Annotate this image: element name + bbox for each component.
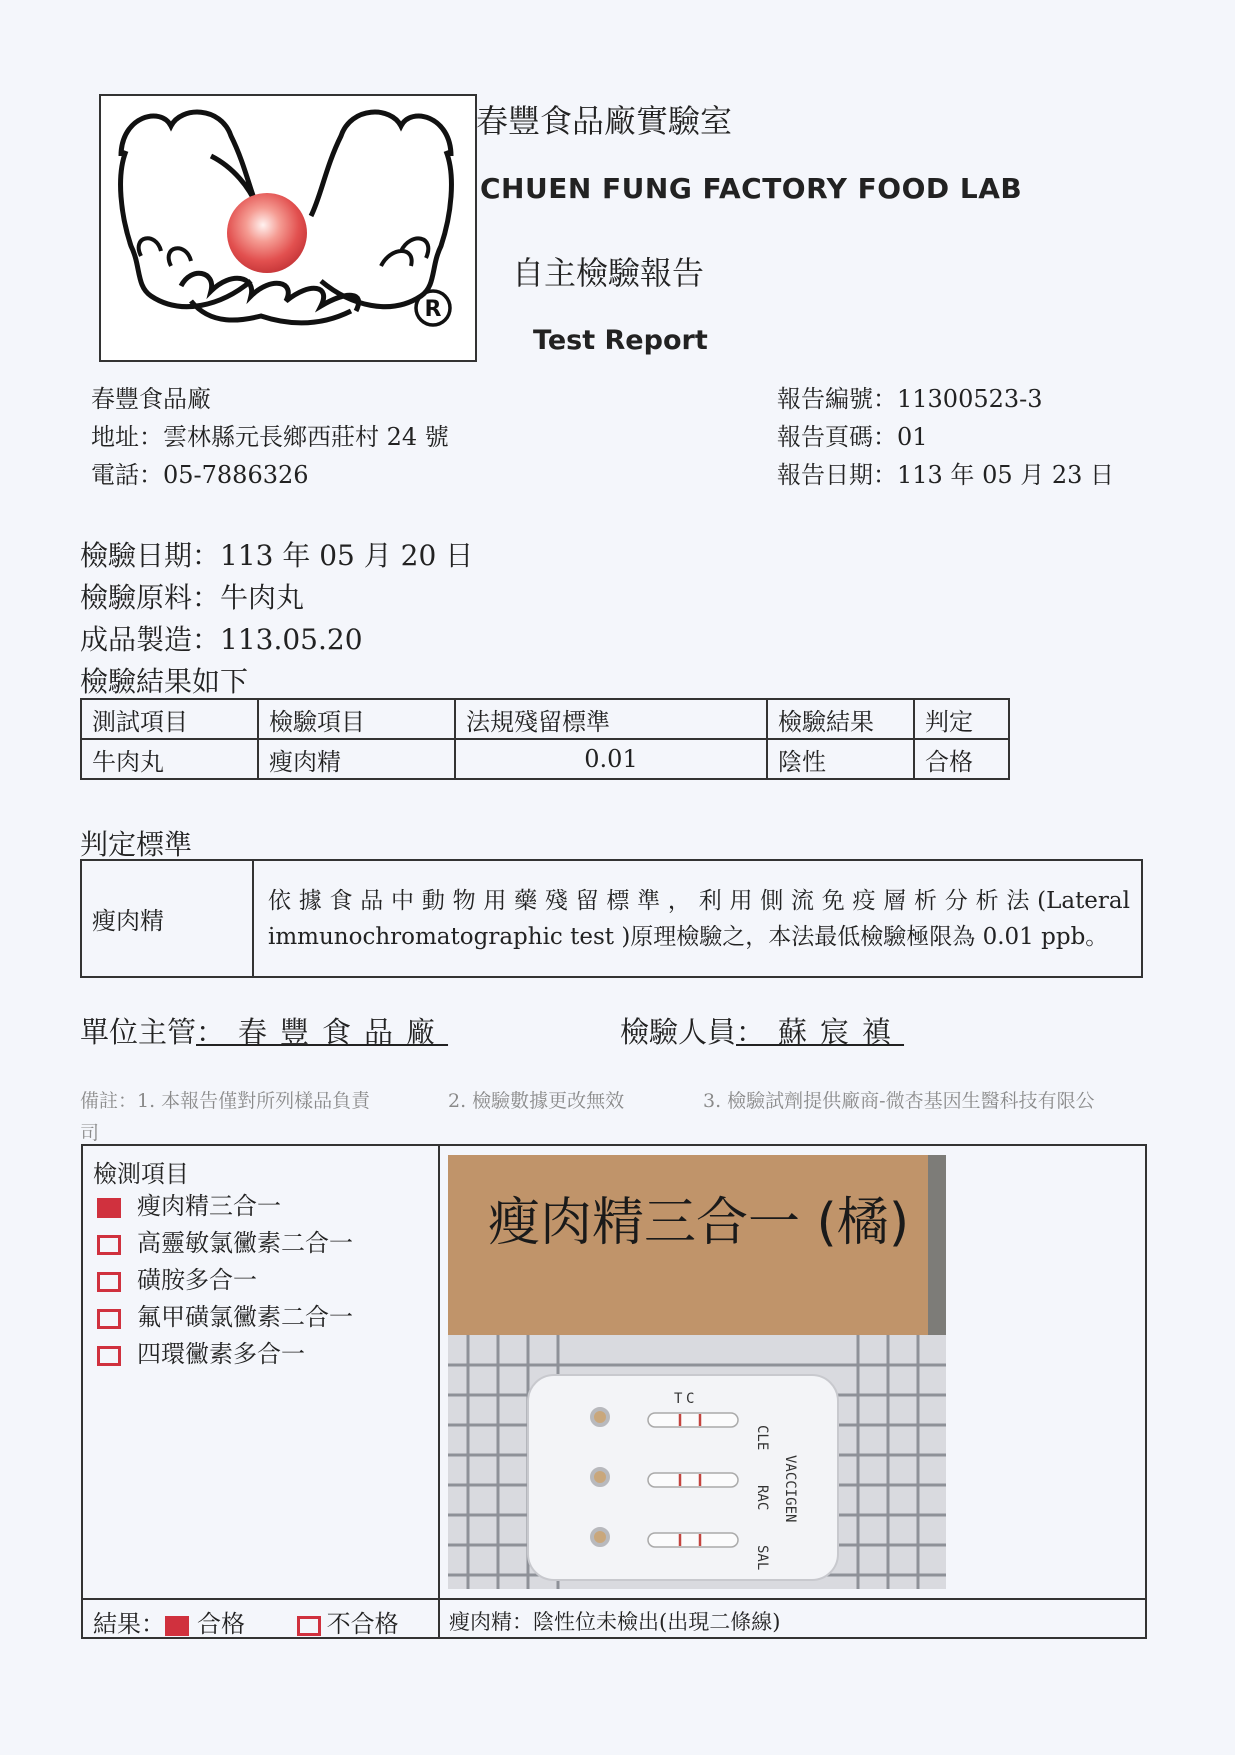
supervisor-label: 單位主管 [80,1015,197,1049]
photo-illustration [448,1155,946,1589]
vertical-divider [438,1146,440,1637]
company-name: 春豐食品廠 [91,385,211,413]
channel-sal: SAL [754,1545,770,1571]
criteria-box [80,859,1143,978]
checkbox-icon[interactable] [97,1235,121,1255]
checkbox-icon[interactable] [97,1309,121,1329]
report-title-en: Test Report [533,325,708,356]
test-item-label: 氟甲磺氯黴素二合一 [137,1303,353,1331]
report-number: 報告編號：11300523-3 [777,385,1043,413]
test-item-label: 高靈敏氯黴素二合一 [137,1229,353,1257]
result-pass: 合格 [197,1610,245,1638]
table-header-cell: 檢驗結果 [767,699,914,739]
lab-name-zh: 春豐食品廠實驗室 [476,102,733,140]
test-items-list [97,1188,353,1373]
result-description: 瘦肉精：陰性位未檢出(出現二條線) [449,1610,781,1634]
table-header-cell: 判定 [914,699,1009,739]
table-header-cell: 檢驗項目 [258,699,455,739]
inspection-date: 檢驗日期：113 年 05 月 20 日 [80,539,474,572]
supervisor-value: ：春豐食品廠 [196,1015,449,1049]
checkbox-icon[interactable] [97,1198,121,1218]
fail-checkbox-icon[interactable] [297,1616,321,1636]
table-header-row [81,699,1009,739]
test-item-label: 磺胺多合一 [137,1266,257,1294]
handwritten-note: 瘦肉精三合一 (橘) [488,1193,910,1253]
test-item-label: 瘦肉精三合一 [137,1192,281,1220]
company-address: 地址：雲林縣元長鄉西莊村 24 號 [91,423,449,451]
test-item [97,1188,353,1225]
note-3: 3. 檢驗試劑提供廠商-微杏基因生醫科技有限公 [703,1090,1095,1112]
test-cassette-photo [448,1155,946,1589]
inspector-label: 檢驗人員 [620,1015,737,1049]
company-phone: 電話：05-7886326 [91,461,309,489]
report-meta [777,380,1114,494]
criteria-text: 依據食品中動物用藥殘留標準，利用側流免疫層析分析法(Lateral immunochromatographic test )原理檢驗之，本法最低檢驗極限為 0.01 ppb。 [268,888,1130,950]
lab-name-en: CHUEN FUNG FACTORY FOOD LAB [480,172,1023,205]
line-c-label: C [686,1391,695,1407]
table-cell: 牛肉丸 [81,739,258,779]
table-cell: 陰性 [767,739,914,779]
supervisor-signature [80,1010,448,1051]
test-item [97,1225,353,1262]
company-info [91,380,449,494]
cassette-brand: VACCIGEN [782,1455,798,1523]
inspection-info [80,535,473,703]
channel-rac: RAC [754,1485,770,1511]
table-header-cell: 法規殘留標準 [455,699,767,739]
inspection-manufacture: 成品製造：113.05.20 [80,623,363,656]
table-cell: 0.01 [455,739,767,779]
note-3-wrap: 司 [80,1122,100,1144]
criteria-item: 瘦肉精 [82,861,254,976]
report-title-zh: 自主檢驗報告 [512,254,705,292]
cardboard-note [448,1155,928,1355]
result-label: 結果： [93,1610,165,1638]
criteria-heading: 判定標準 [80,828,193,861]
inspector-value: ：蘇宸禛 [736,1015,905,1049]
table-row [81,739,1009,779]
test-item [97,1262,353,1299]
hands-holding-ball-logo [101,96,475,360]
horizontal-divider [83,1598,1145,1600]
channel-cle: CLE [754,1425,770,1451]
report-date: 報告日期：113 年 05 月 23 日 [777,461,1115,489]
line-t-label: T [674,1391,683,1407]
test-item [97,1299,353,1336]
inspector-signature [620,1010,904,1051]
pass-checkbox-icon[interactable] [165,1616,189,1636]
result-footer [93,1604,399,1639]
inspection-material: 檢驗原料：牛肉丸 [80,581,305,614]
company-logo [99,94,477,362]
note-1: 備註：1. 本報告僅對所列樣品負責 [80,1090,371,1112]
test-item [97,1336,353,1373]
red-ball [227,193,307,273]
checkbox-icon[interactable] [97,1346,121,1366]
results-heading: 檢驗結果如下 [80,665,249,698]
note-2: 2. 檢驗數據更改無效 [448,1090,625,1112]
results-table [80,698,1010,780]
svg-text:R: R [424,297,442,322]
result-fail: 不合格 [326,1610,399,1638]
table-cell: 合格 [914,739,1009,779]
table-cell: 瘦肉精 [258,739,455,779]
report-page: 報告頁碼：01 [777,423,928,451]
test-items-heading: 檢測項目 [93,1160,189,1188]
test-item-label: 四環黴素多合一 [137,1340,305,1368]
checkbox-icon[interactable] [97,1272,121,1292]
table-header-cell: 測試項目 [81,699,258,739]
